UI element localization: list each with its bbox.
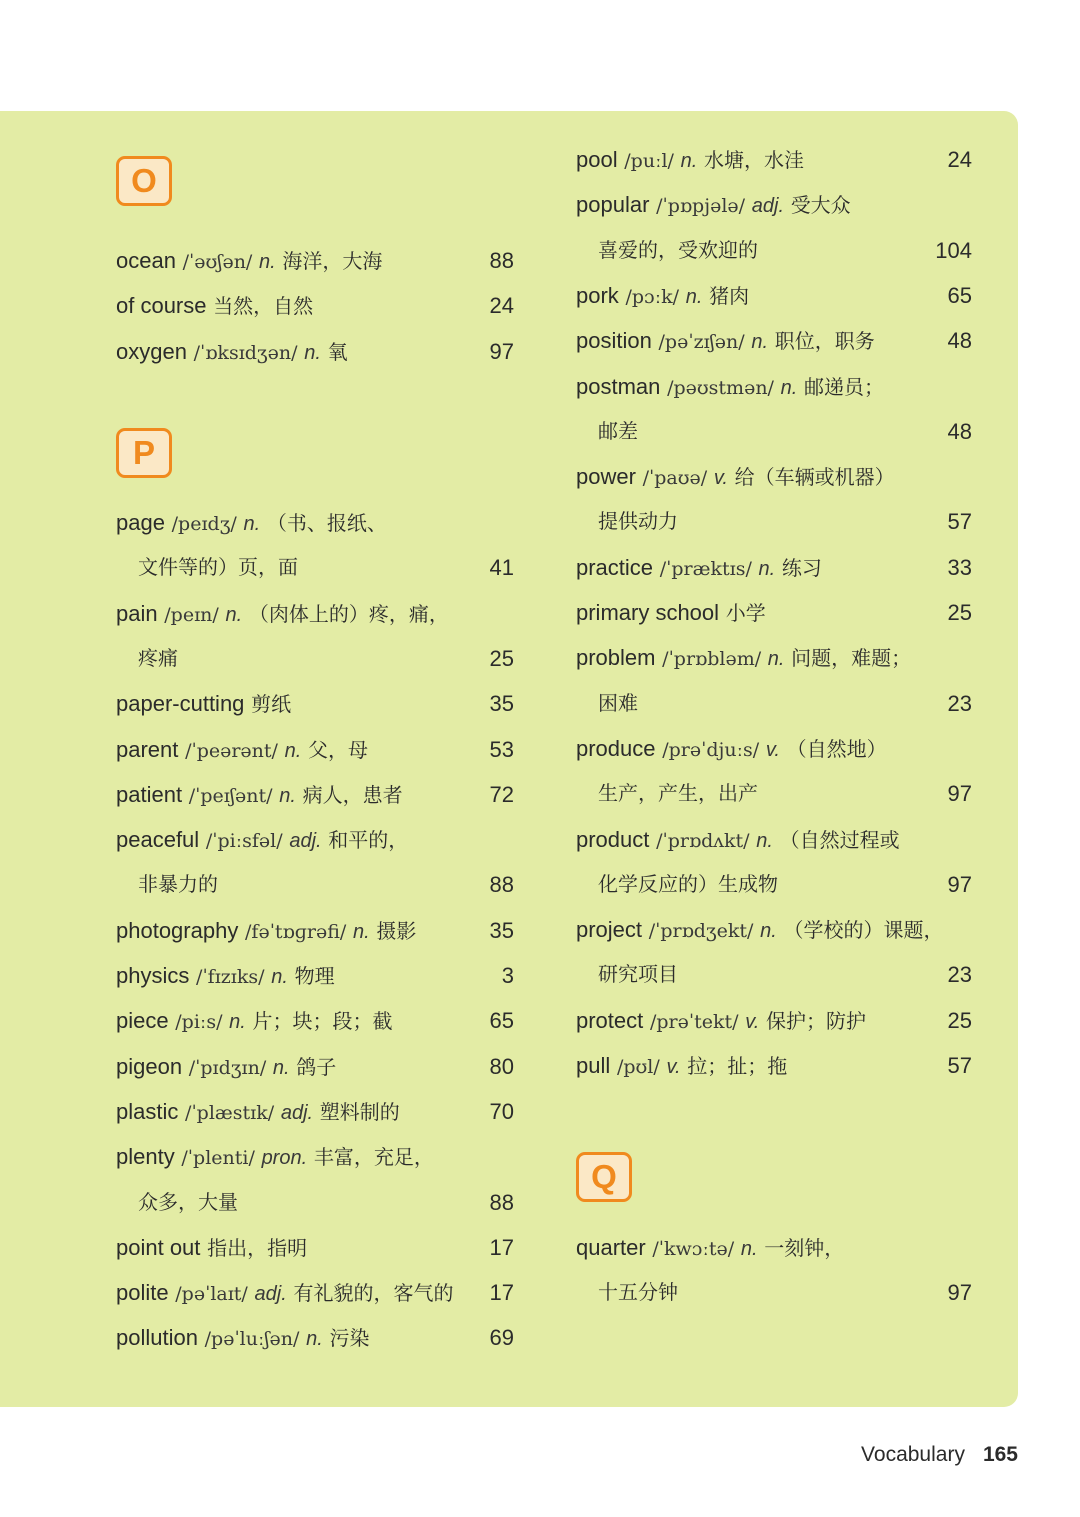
entry-part-of-speech: adj. [751,195,784,218]
vocab-entry [116,283,514,328]
entry-word: practice [576,554,654,580]
entry-phonetic: /pəʊstmən/ [667,376,774,399]
entry-phonetic: /ˈɒksɪdʒən/ [193,341,298,364]
letter-heading-o: O [116,156,172,206]
entry-meaning: 剪纸 [251,692,292,717]
entry-meaning: 病人，患者 [302,782,403,807]
vocab-entry [116,1089,514,1134]
entry-meaning: 练习 [781,555,822,580]
entry-part-of-speech: n. [284,739,302,762]
entry-part-of-speech: v. [666,1056,681,1078]
letter-heading-q: Q [576,1152,632,1202]
entry-meaning-continued: 生产，产生，出产 [598,781,758,806]
entry-part-of-speech: adj. [254,1283,287,1306]
vocabulary-panel [0,111,1018,1407]
entry-word: pork [576,282,619,308]
vocab-entry [116,329,514,374]
entry-part-of-speech: n. [352,920,370,943]
vocab-entry [116,953,514,998]
vocab-entry [576,545,972,590]
entry-phonetic: /ˈfɪzɪks/ [196,966,265,988]
entry-meaning: （书、报纸、 [266,511,387,535]
vocab-entry [576,318,972,363]
entry-part-of-speech: v. [745,1010,760,1033]
entry-meaning: 邮递员； [804,374,885,399]
entry-phonetic: /ˈkwɔːtə/ [652,1238,735,1260]
entry-word: quarter [576,1235,646,1260]
entry-meaning: 海洋，大海 [282,249,383,273]
vocab-entry-continuation [116,545,514,590]
entry-phonetic: /prəˈtekt/ [649,1010,739,1033]
entry-word: ocean [116,248,176,273]
entry-meaning: 保护；防护 [765,1008,866,1033]
entry-meaning: 小学 [725,601,766,625]
entry-phonetic: /peɪn/ [164,603,219,626]
entry-page-number: 80 [489,1053,514,1079]
entry-page-number: 65 [489,1008,514,1034]
entry-word: plastic [116,1098,179,1124]
entry-phonetic: /ˈəʊʃən/ [182,251,253,273]
footer-section-title: Vocabulary [861,1443,965,1466]
entry-meaning: （学校的）课题， [783,918,944,943]
entry-page-number: 25 [489,645,514,671]
vocab-entry-continuation [116,1180,514,1225]
entry-meaning-continued: 文件等的）页，面 [138,555,298,580]
entry-phonetic: /ˈpaʊə/ [642,467,708,490]
entry-phonetic: /peɪdʒ/ [171,513,237,535]
entry-page-number: 88 [489,248,514,273]
entry-phonetic: /ˈpiːsfəl/ [205,830,283,853]
entry-page-number: 48 [947,418,972,444]
entry-part-of-speech: n. [271,966,288,988]
entry-phonetic: /pəˈzɪʃən/ [658,331,745,354]
entry-part-of-speech: n. [304,341,321,364]
entry-meaning: （自然过程或 [779,827,900,852]
entry-word: point out [116,1234,201,1260]
entry-phonetic: /piːs/ [175,1011,223,1034]
entry-meaning: 和平的， [328,828,409,853]
vocab-entry [576,273,972,318]
entry-word: pain [116,600,158,626]
entry-word: pigeon [116,1053,183,1079]
entry-page-number: 97 [489,338,514,364]
vocab-entry [116,998,514,1043]
entry-part-of-speech: n. [279,784,296,807]
entry-page-number: 3 [501,963,514,988]
entry-meaning-continued: 困难 [598,690,638,715]
entry-page-number: 41 [489,555,514,581]
vocab-entry [576,364,972,409]
entry-page-number: 17 [489,1280,514,1306]
entry-meaning-continued: 十五分钟 [598,1280,678,1305]
vocab-entry [576,590,972,635]
entry-meaning: 给（车辆或机器） [734,465,895,490]
entry-page-number: 17 [489,1234,514,1260]
entry-part-of-speech: adj. [289,830,322,853]
vocab-entry-continuation [576,771,972,816]
entry-page-number: 57 [947,509,972,535]
entry-meaning-continued: 非暴力的 [138,872,218,897]
entry-page-number: 97 [947,1280,972,1306]
entry-page-number: 72 [489,781,514,807]
entry-part-of-speech: n. [272,1056,290,1079]
entry-page-number: 53 [489,736,514,762]
entry-word: project [576,917,643,943]
entry-phonetic: /ˈplæstɪk/ [185,1101,275,1124]
vocab-entry [576,1043,972,1088]
vocab-entry [116,1315,514,1360]
vocab-entry [116,1044,514,1089]
entry-part-of-speech: n. [758,557,776,580]
entry-phonetic: /ˈpeərənt/ [185,739,278,762]
entry-meaning: 摄影 [376,918,417,943]
entry-part-of-speech: n. [780,376,798,399]
entry-word: postman [576,373,661,399]
entry-word: protect [576,1007,644,1033]
vocab-entry [116,681,514,726]
entry-part-of-speech: pron. [261,1147,308,1170]
entry-word: problem [576,645,656,671]
entry-page-number: 65 [947,282,972,308]
entry-word: pollution [116,1325,198,1351]
entry-part-of-speech: n. [756,829,773,852]
entry-part-of-speech: n. [760,920,777,943]
entry-part-of-speech: n. [229,1011,246,1034]
entry-page-number: 48 [947,328,972,354]
entry-word: popular [576,192,650,218]
entry-meaning: 父，母 [308,737,369,762]
entry-meaning: 拉；扯；拖 [687,1054,788,1078]
entry-phonetic: /fəˈtɒɡrəfi/ [245,920,347,943]
vocab-entry [116,238,514,283]
page-footer [861,1437,1018,1473]
entry-phonetic: /ˈprɒbləm/ [662,648,762,671]
entry-word: parent [116,736,179,762]
entry-meaning: 鸽子 [296,1054,337,1079]
entry-phonetic: /ˈprɒdʌkt/ [656,829,750,852]
entry-phonetic: /puːl/ [624,150,674,172]
entry-word: oxygen [116,338,187,364]
entry-meaning: 片；块；段；截 [252,1009,393,1034]
entry-word: paper-cutting [116,691,245,717]
entry-meaning: 问题，难题； [791,646,912,671]
entry-page-number: 88 [489,1189,514,1215]
vocab-entry [116,1134,514,1179]
entry-meaning: 一刻钟， [764,1236,845,1260]
entry-page-number: 88 [489,872,514,898]
entry-word: of course [116,293,207,319]
vocab-entry-continuation [116,862,514,907]
entry-phonetic: /pəˈlaɪt/ [175,1283,248,1306]
entry-phonetic: /pɔːk/ [625,285,680,308]
vocab-entry [116,727,514,772]
entry-phonetic: /pəˈluːʃən/ [204,1328,300,1351]
entry-word: product [576,826,650,852]
entry-word: primary school [576,600,720,625]
vocab-entry [576,907,972,952]
entry-page-number: 25 [947,600,972,625]
entry-meaning: 受大众 [790,193,851,218]
vocab-entry [116,1225,514,1270]
vocab-entry [116,817,514,862]
vocab-entry-continuation [576,681,972,726]
entry-phonetic: /ˈpeɪʃənt/ [188,784,273,807]
vocab-entry-continuation [576,952,972,997]
entry-meaning: 塑料制的 [319,1099,400,1124]
entry-part-of-speech: n. [680,150,698,172]
entry-page-number: 35 [489,917,514,943]
entry-meaning-continued: 邮差 [598,418,638,443]
entry-page-number: 24 [489,293,514,319]
vocab-entry [116,1270,514,1315]
entry-word: polite [116,1280,169,1306]
vocab-entry-continuation [576,1270,972,1315]
entry-word: photography [116,917,239,943]
entry-meaning: 丰富，充足， [313,1145,434,1170]
entry-page-number: 24 [947,147,972,172]
vocab-entry [576,454,972,499]
vocab-entry-continuation [576,499,972,544]
vocab-entry-continuation [576,228,972,273]
entry-meaning: 污染 [329,1326,370,1351]
entry-page-number: 33 [947,554,972,580]
entry-phonetic: /ˈprɒdʒekt/ [648,920,754,943]
vocab-entry-continuation [576,409,972,454]
entry-meaning-continued: 化学反应的）生成物 [598,871,778,896]
entry-meaning-continued: 疼痛 [138,645,178,670]
entry-part-of-speech: n. [685,285,703,308]
entry-page-number: 23 [947,962,972,988]
entry-phonetic: /prəˈdjuːs/ [662,738,760,761]
vocab-entry [576,726,972,771]
entry-word: pull [576,1053,611,1078]
entry-word: pool [576,147,618,172]
entry-part-of-speech: n. [243,513,261,535]
entry-word: produce [576,735,656,761]
entry-meaning: 职位，职务 [774,329,875,354]
entry-meaning-continued: 众多，大量 [138,1189,238,1214]
entry-page-number: 97 [947,781,972,807]
entry-meaning: 当然，自然 [213,294,314,319]
vocab-entry-continuation [116,636,514,681]
entry-meaning-continued: 喜爱的，受欢迎的 [598,237,758,262]
entry-part-of-speech: n. [259,251,276,273]
entry-word: position [576,328,652,354]
entry-page-number: 35 [489,691,514,717]
entry-meaning: 水塘，水洼 [704,148,805,172]
entry-page-number: 70 [489,1098,514,1124]
footer-page-number: 165 [982,1443,1018,1466]
letter-heading-p: P [116,428,172,478]
entry-phonetic: /ˈpræktɪs/ [659,557,752,580]
entry-part-of-speech: n. [751,331,769,354]
entry-part-of-speech: v. [765,738,780,761]
entry-page-number: 23 [947,690,972,716]
entry-word: power [576,464,636,490]
vocab-entry [576,998,972,1043]
vocab-entry [116,772,514,817]
entry-meaning: 有礼貌的，客气的 [293,1281,454,1306]
entry-phonetic: /ˈpɒpjələ/ [656,195,746,218]
vocab-entry [576,817,972,862]
entry-part-of-speech: n. [767,648,785,671]
entry-word: patient [116,781,183,807]
entry-page-number: 57 [947,1053,972,1078]
entry-page-number: 25 [947,1007,972,1033]
entry-page-number: 97 [947,871,972,897]
vocab-entry [576,1225,972,1270]
entry-word: piece [116,1008,169,1034]
entry-phonetic: /pʊl/ [616,1056,660,1078]
entry-part-of-speech: n. [740,1238,758,1260]
entry-page-number: 104 [935,237,972,263]
entry-word: plenty [116,1144,175,1170]
entry-meaning-continued: 研究项目 [598,962,678,987]
entry-meaning-continued: 提供动力 [598,509,678,534]
entry-meaning: 指出，指明 [207,1235,308,1260]
entry-part-of-speech: v. [713,467,728,490]
vocab-entry [116,500,514,545]
entry-meaning: 猪肉 [709,283,750,308]
entry-phonetic: /ˈpɪdʒɪn/ [188,1056,267,1079]
vocab-entry [116,591,514,636]
entry-meaning: 物理 [294,964,335,988]
entry-word: peaceful [116,827,200,853]
entry-part-of-speech: n. [225,603,243,626]
vocab-entry [116,908,514,953]
entry-part-of-speech: n. [306,1328,323,1351]
entry-page-number: 69 [489,1325,514,1351]
entry-meaning: （自然地） [786,736,887,761]
vocab-entry [576,635,972,680]
entry-word: physics [116,963,190,988]
entry-word: page [116,510,165,535]
entry-meaning: （肉体上的）疼，痛， [248,601,449,626]
vocab-entry [576,182,972,227]
entry-part-of-speech: adj. [280,1101,314,1124]
entry-meaning: 氧 [327,339,348,364]
vocab-entry-continuation [576,862,972,907]
vocab-entry [576,137,972,182]
entry-phonetic: /ˈplenti/ [181,1147,255,1170]
